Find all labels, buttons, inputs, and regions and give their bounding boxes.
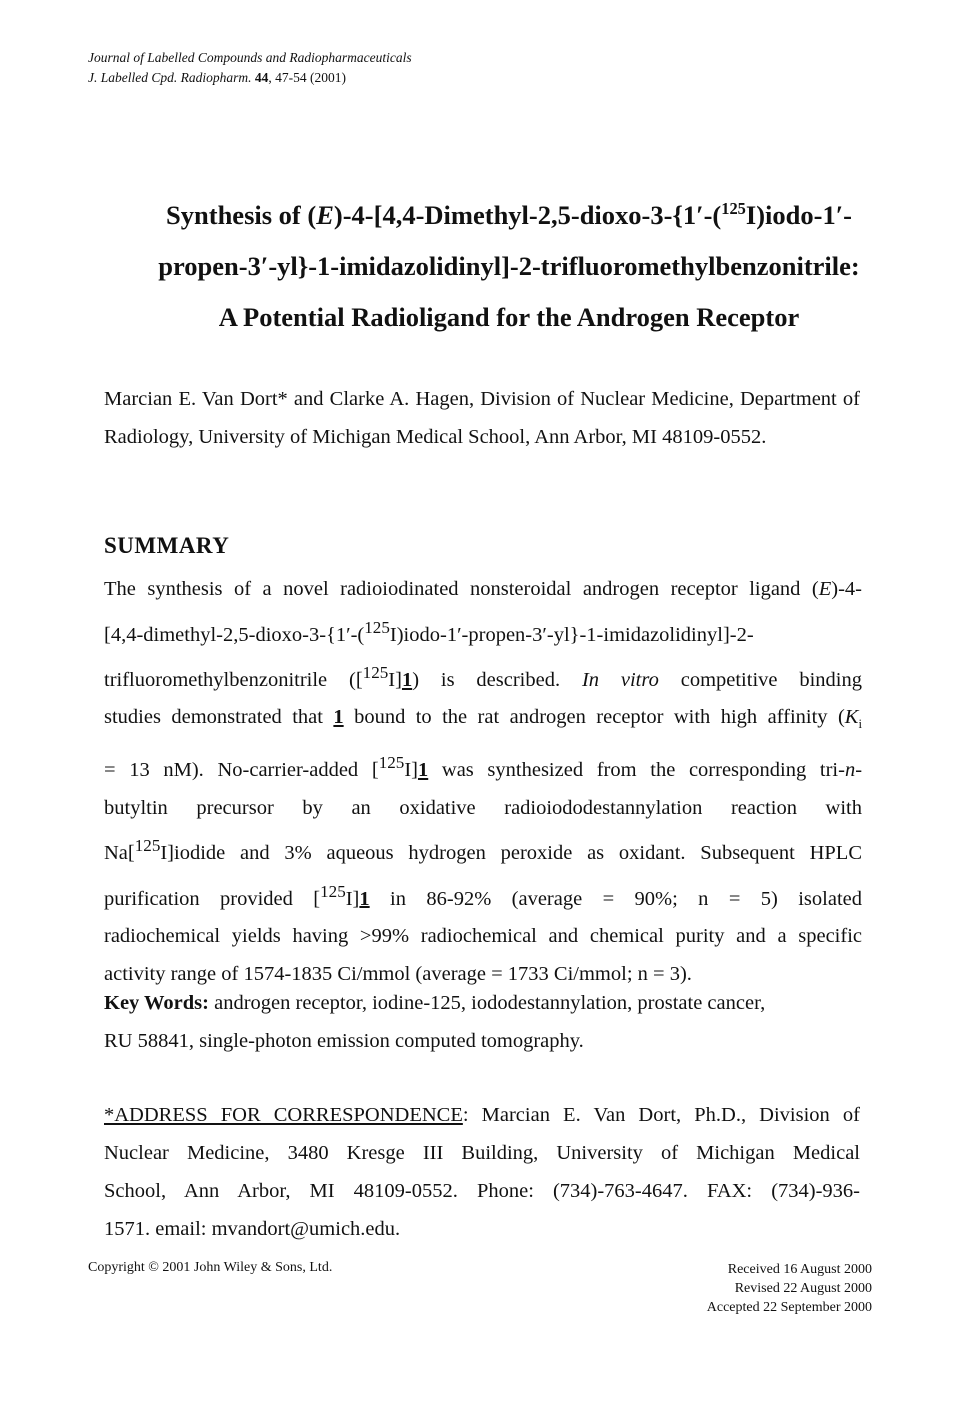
correspondence-address (104, 1096, 860, 1248)
journal-name: Journal of Labelled Compounds and Radiopharmaceuticals (88, 50, 412, 65)
summary-line: studies demonstrated that 1 bound to the rat androgen receptor with high affinity ($K_i$ (104, 706, 863, 732)
received-date: Received 16 August 2000 (727, 1262, 872, 1277)
summary-line: radiochemical yields having >99% radiochemical and chemical purity and a specific (104, 924, 862, 947)
title-line-2: propen-3′-yl}-1-imidazolidinyl]-2-trifluoromethylbenzonitrile: (158, 251, 860, 281)
summary-line: [4,4-dimethyl-2,5-dioxo-3-{1′-($^{125}$I)iodo-1′-propen-3′-yl}-1-imidazolidinyl]-2- (104, 617, 754, 646)
key-words-line: RU 58841, single-photon emission computed tomography. (104, 1030, 584, 1052)
address-line: Nuclear Medicine, 3480 Kresge III Building, University of Michigan Medical (104, 1142, 860, 1164)
summary-line: butyltin precursor by an oxidative radioiododestannylation reaction with (104, 796, 862, 819)
key-words (104, 984, 860, 1060)
summary-heading: SUMMARY (104, 533, 230, 558)
summary-line: activity range of 1574-1835 Ci/mmol (average = 1733 Ci/mmol; n = 3). (104, 962, 692, 985)
summary-line: = 13 nM). No-carrier-added [$^{125}$I]1 was synthesized from the corresponding tri-n- (104, 753, 863, 781)
key-words-label: Key Words: (104, 992, 209, 1014)
accepted-date: Accepted 22 September 2000 (706, 1300, 872, 1315)
journal-pages-year: , 47-54 (2001) (268, 70, 346, 85)
key-words-line: androgen receptor, iodine-125, iododestannylation, prostate cancer, (214, 992, 766, 1014)
address-line: 1571. email: mvandort@umich.edu. (104, 1218, 401, 1240)
summary-line: trifluoromethylbenzonitrile ([$^{125}$I]1) is described. In vitro competitive binding (104, 663, 862, 691)
journal-header (88, 48, 412, 88)
submission-dates (707, 1260, 872, 1317)
title-line-3: A Potential Radioligand for the Androgen Receptor (218, 302, 800, 332)
summary-line: The synthesis of a novel radioiodinated nonsteroidal androgen receptor ligand (E)-4- (104, 578, 862, 600)
journal-volume: 44 (254, 70, 269, 85)
address-line: *ADDRESS FOR CORRESPONDENCE: Marcian E. Van Dort, Ph.D., Division of (104, 1104, 860, 1126)
copyright-notice: Copyright © 2001 John Wiley & Sons, Ltd. (88, 1260, 333, 1275)
journal-citation (88, 68, 412, 88)
paper-title (60, 190, 958, 343)
summary-line: purification provided [$^{125}$I]1 in 86-92% (average = 90%; n = 5) isolated (104, 881, 862, 910)
address-label: *ADDRESS FOR CORRESPONDENCE (104, 1104, 463, 1126)
journal-abbrev: J. Labelled Cpd. Radiopharm. (88, 70, 252, 85)
summary-body (104, 571, 862, 993)
revised-date: Revised 22 August 2000 (734, 1281, 872, 1296)
summary-line: Na[$^{125}$I]iodide and 3% aqueous hydrogen peroxide as oxidant. Subsequent HPLC (104, 836, 862, 864)
address-line: School, Ann Arbor, MI 48109-0552. Phone: (734)-763-4647. FAX: (734)-936- (104, 1180, 860, 1202)
author-affiliation: Marcian E. Van Dort* and Clarke A. Hagen, Division of Nuclear Medicine, Department of Radiology, University of Michigan Medical School, Ann Arbor, MI 48109-0552. (104, 388, 860, 448)
title-line-1: Synthesis of (E)-4-[4,4-Dimethyl-2,5-dioxo-3-{1′-($^{125}$I)iodo-1′- (166, 199, 852, 230)
